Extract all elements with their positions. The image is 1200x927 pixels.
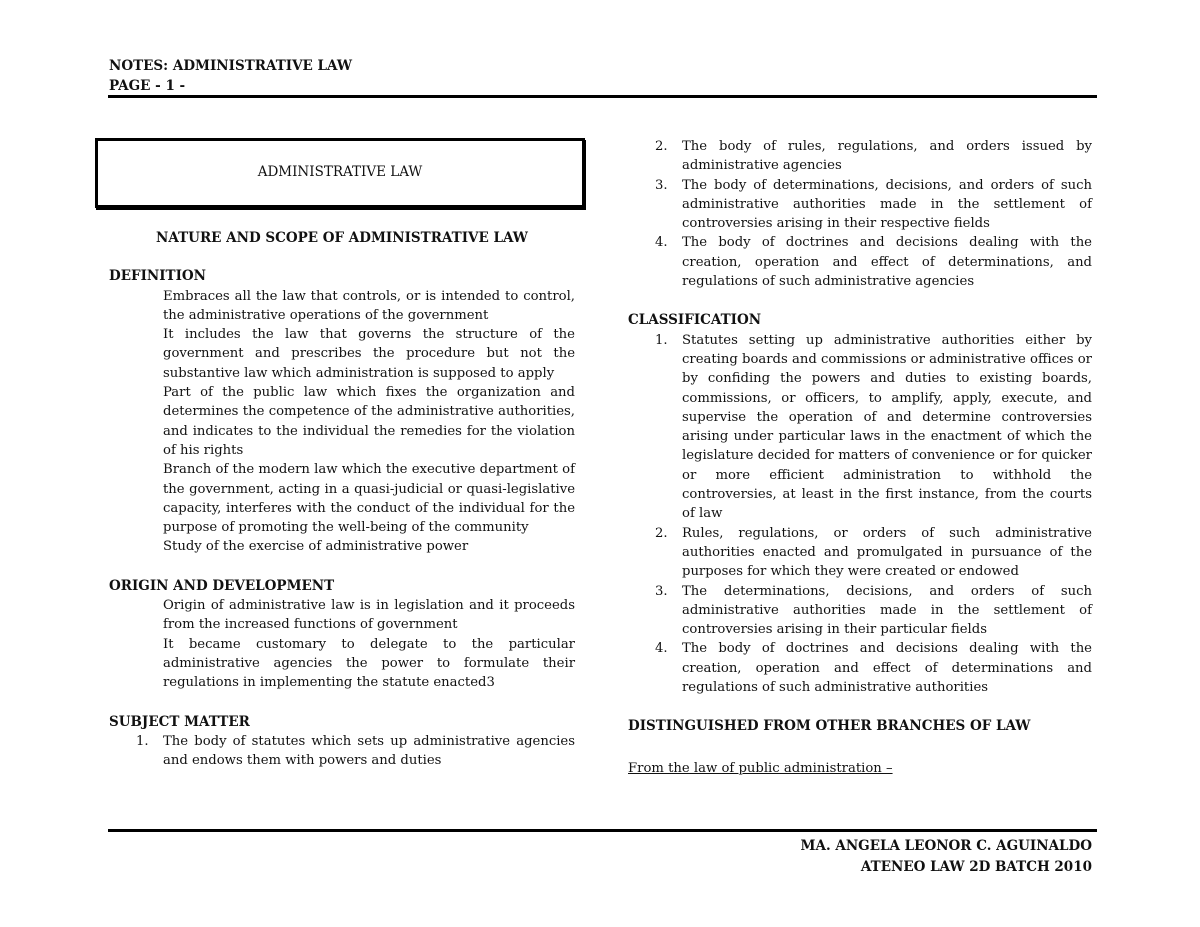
- list-text: The body of doctrines and decisions dealing with the creation, operation and effect of determinations and regulations of such administrative authorities: [682, 641, 1092, 696]
- list-item: [655, 176, 1092, 234]
- heading-definition: DEFINITION: [109, 268, 207, 285]
- list-item: [655, 331, 1092, 524]
- section-title: NATURE AND SCOPE OF ADMINISTRATIVE LAW: [156, 230, 528, 246]
- document-title: ADMINISTRATIVE LAW: [257, 164, 423, 181]
- definition-paragraph: Part of the public law which fixes the organization and determines the competence of the administrative authorities, and indicates to the individual the remedies for the violation of his rights: [163, 385, 575, 458]
- public-administration-subheading: From the law of public administration –: [628, 760, 893, 776]
- list-number: 1.: [655, 332, 668, 348]
- header-rule: [108, 95, 1097, 98]
- list-text: The body of doctrines and decisions dealing with the creation, operation and effect of determinations, and regulations of such administrative agencies: [682, 235, 1092, 290]
- list-number: 3.: [655, 177, 668, 193]
- list-text: Rules, regulations, or orders of such administrative authorities enacted and promulgated in pursuance of the purposes for which they were created or endowed: [682, 525, 1092, 580]
- list-number: 4.: [655, 235, 668, 251]
- list-text: The body of statutes which sets up administrative agencies and endows them with powers and duties: [163, 733, 575, 769]
- heading-origin: ORIGIN AND DEVELOPMENT: [109, 577, 335, 594]
- header-page-number: PAGE - 1 -: [109, 78, 186, 94]
- document-title-box: [95, 138, 585, 208]
- list-number: 2.: [655, 139, 668, 154]
- origin-paragraph: It became customary to delegate to the particular administrative agencies the power to formulate their regulations in implementing the statute enacted3: [163, 636, 575, 691]
- definition-paragraph: Study of the exercise of administrative power: [163, 539, 469, 555]
- list-number: 2.: [655, 525, 668, 541]
- list-item: [655, 524, 1092, 582]
- list-item: [136, 732, 575, 771]
- heading-distinguished: DISTINGUISHED FROM OTHER BRANCHES OF LAW: [628, 718, 1031, 735]
- footer-rule: [108, 829, 1097, 832]
- list-text: The body of determinations, decisions, and orders of such administrative authorities made in the settlement of controversies arising in their respective fields: [682, 177, 1092, 232]
- list-number: 4.: [655, 641, 668, 657]
- page-header: [109, 56, 352, 96]
- list-item: [655, 639, 1092, 697]
- definition-paragraph: It includes the law that governs the structure of the government and prescribes the procedure but not the substantive law which administration is supposed to apply: [163, 327, 575, 381]
- origin-paragraph: Origin of administrative law is in legislation and it proceeds from the increased functions of government: [163, 598, 575, 633]
- list-text: Statutes setting up administrative authorities either by creating boards and commissions or administrative offices or by confiding the powers and duties to existing boards, commissions, or officers, to amplify, apply, execute, and supervise the operation of and determine controversies arising under particular laws in the enactment of which the legislature decided for matters of convenience or for quicker or more efficient administration to withhold the controversies, at least in the first instance, from the courts of law: [682, 332, 1092, 522]
- right-column: [628, 137, 1092, 778]
- page-footer: [801, 836, 1092, 878]
- list-item: [655, 233, 1092, 291]
- definition-paragraph: Branch of the modern law which the executive department of the government, acting in a quasi-judicial or quasi-legislative capacity, interferes with the conduct of the individual for the purpose of promoting the well-being of the community: [163, 462, 575, 536]
- list-item: [655, 137, 1092, 176]
- heading-subject-matter: SUBJECT MATTER: [109, 713, 250, 730]
- footer-author: MA. ANGELA LEONOR C. AGUINALDO: [800, 838, 1092, 854]
- classification-list: [655, 331, 1092, 698]
- list-number: 3.: [655, 583, 668, 599]
- list-text: The determinations, decisions, and orders of such administrative authorities made in the settlement of controversies arising in their particular fields: [682, 583, 1092, 638]
- left-column: [109, 138, 575, 770]
- subject-matter-list: [136, 732, 575, 771]
- definition-paragraph: Embraces all the law that controls, or is intended to control, the administrative operations of the government: [163, 288, 575, 323]
- heading-classification: CLASSIFICATION: [628, 312, 762, 329]
- header-title: NOTES: ADMINISTRATIVE LAW: [109, 58, 352, 74]
- footer-batch: ATENEO LAW 2D BATCH 2010: [860, 859, 1092, 875]
- list-item: [655, 582, 1092, 640]
- list-text: The body of rules, regulations, and orders issued by administrative agencies: [682, 139, 1092, 174]
- subject-matter-list-continued: [655, 137, 1092, 291]
- list-number: 1.: [136, 733, 149, 749]
